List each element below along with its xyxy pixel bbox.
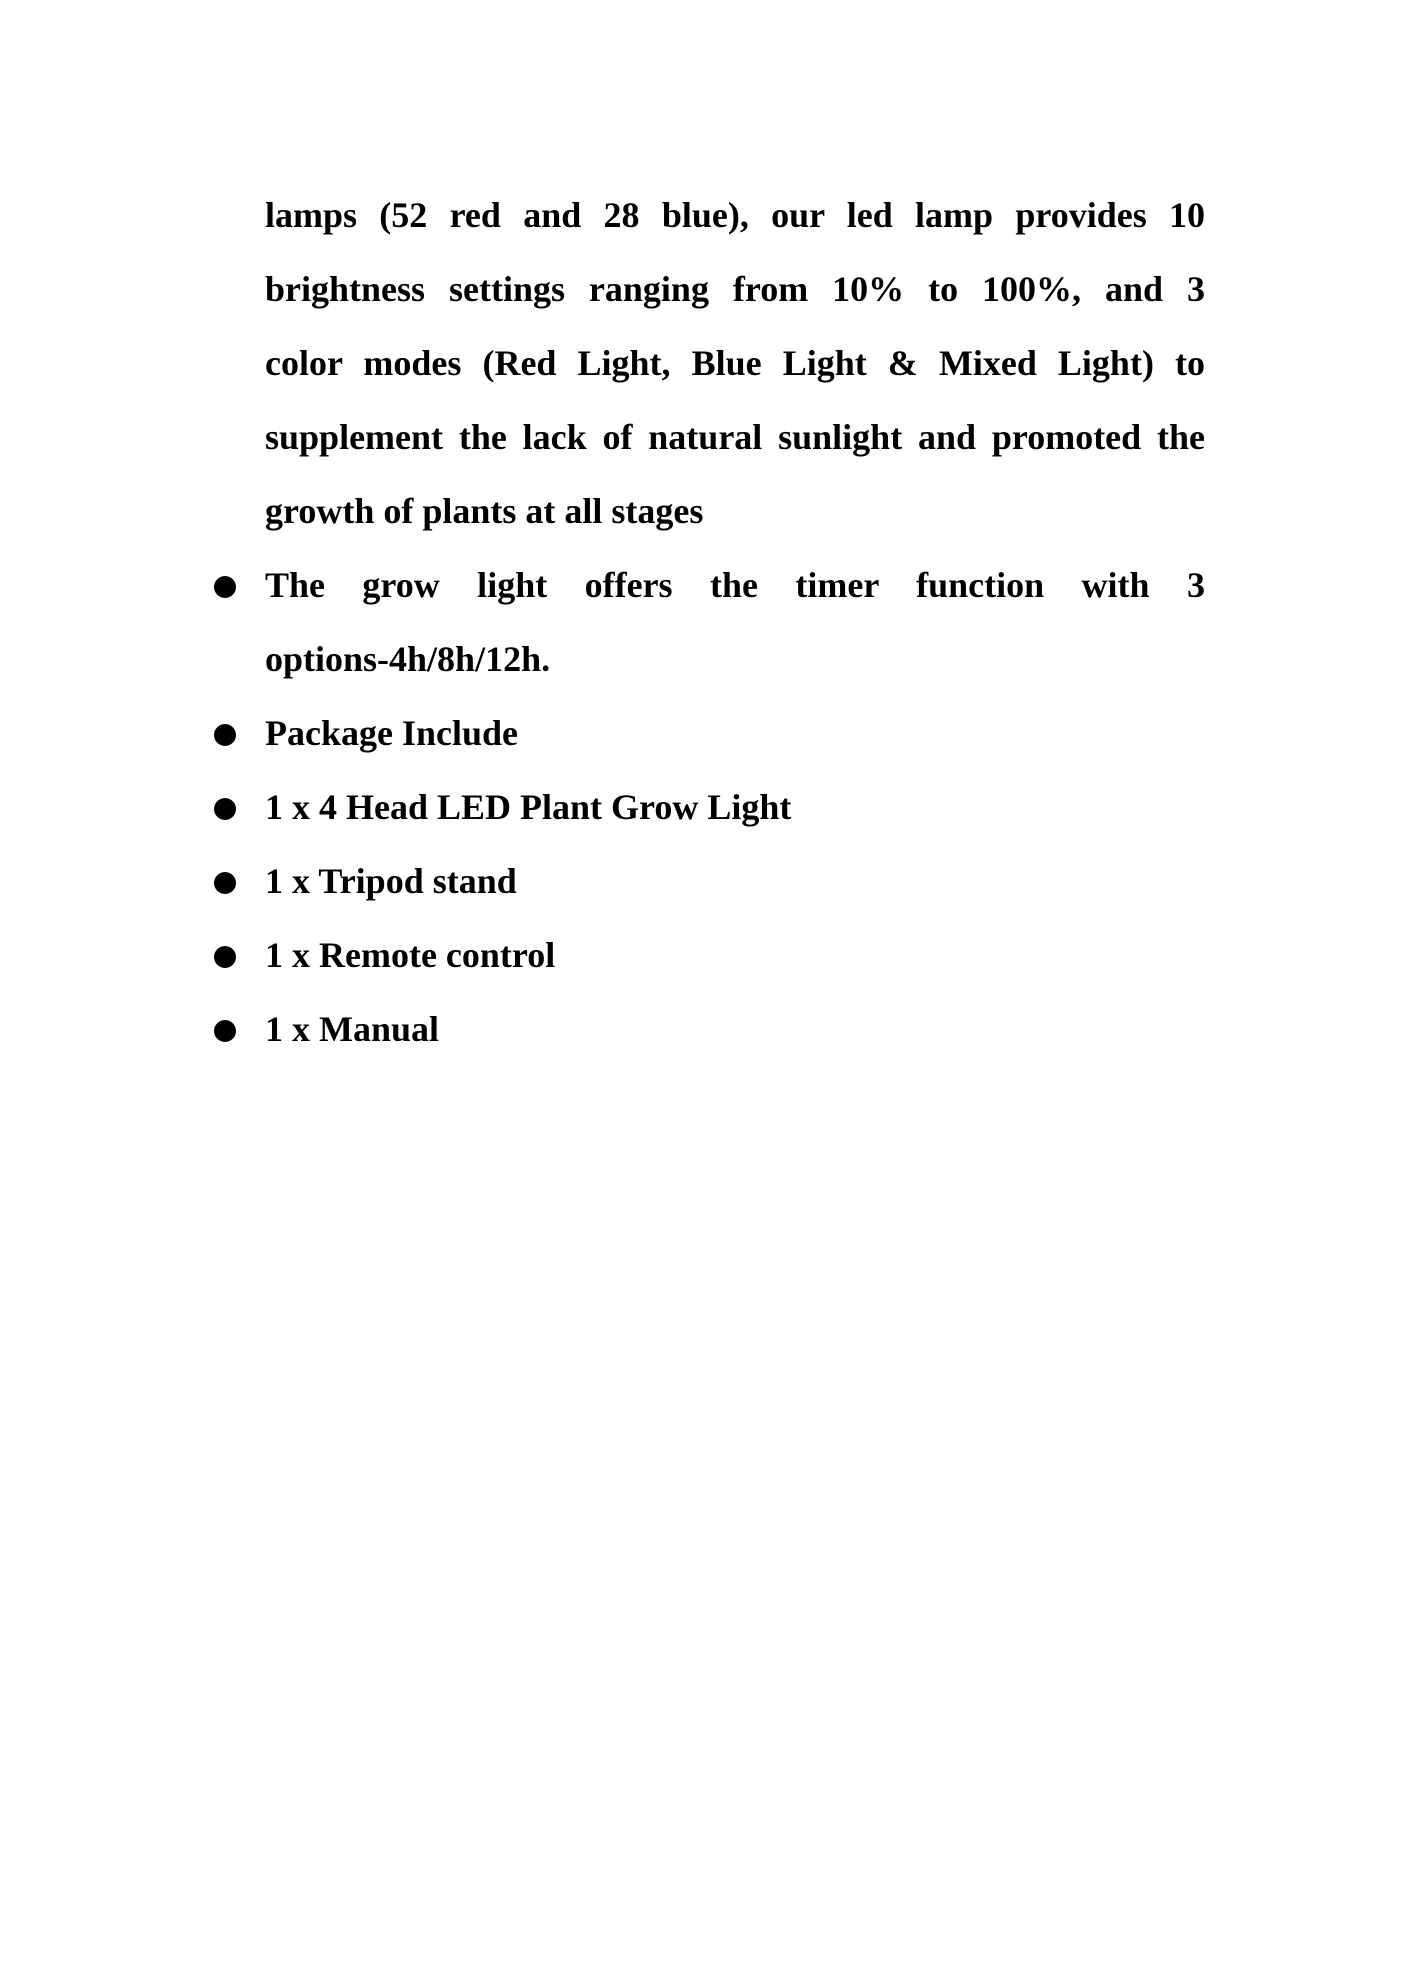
bullet-icon (214, 576, 236, 598)
list-item-text: 1 x Manual (265, 1009, 440, 1049)
paragraph-line: growth of plants at all stages (265, 491, 704, 531)
list-item-manual (265, 992, 1205, 1066)
list-item-timer (265, 548, 1205, 622)
list-item-package-include (265, 696, 1205, 770)
bullet-icon (214, 724, 236, 746)
paragraph-line: lamps (52 red and 28 blue), our led lamp provides 10 (265, 195, 1205, 235)
bullet-icon (214, 872, 236, 894)
document-body (265, 178, 1205, 1066)
list-item-grow-light (265, 770, 1205, 844)
bullet-icon (214, 946, 236, 968)
list-item-text: Package Include (265, 713, 519, 753)
paragraph-line: color modes (Red Light, Blue Light & Mixed Light) to (265, 343, 1205, 383)
paragraph-line: brightness settings ranging from 10% to 100%, and 3 (265, 269, 1205, 309)
list-item-continuation: options-4h/8h/12h. (265, 639, 551, 679)
bullet-icon (214, 798, 236, 820)
list-item-text: 1 x Tripod stand (265, 861, 517, 901)
list-item-tripod-stand (265, 844, 1205, 918)
paragraph-line: supplement the lack of natural sunlight and promoted the (265, 417, 1205, 457)
list-item-text: 1 x 4 Head LED Plant Grow Light (265, 787, 792, 827)
list-item-remote-control (265, 918, 1205, 992)
list-item-text: The grow light offers the timer function with 3 (265, 565, 1205, 605)
bullet-icon (214, 1020, 236, 1042)
list-item-text: 1 x Remote control (265, 935, 556, 975)
